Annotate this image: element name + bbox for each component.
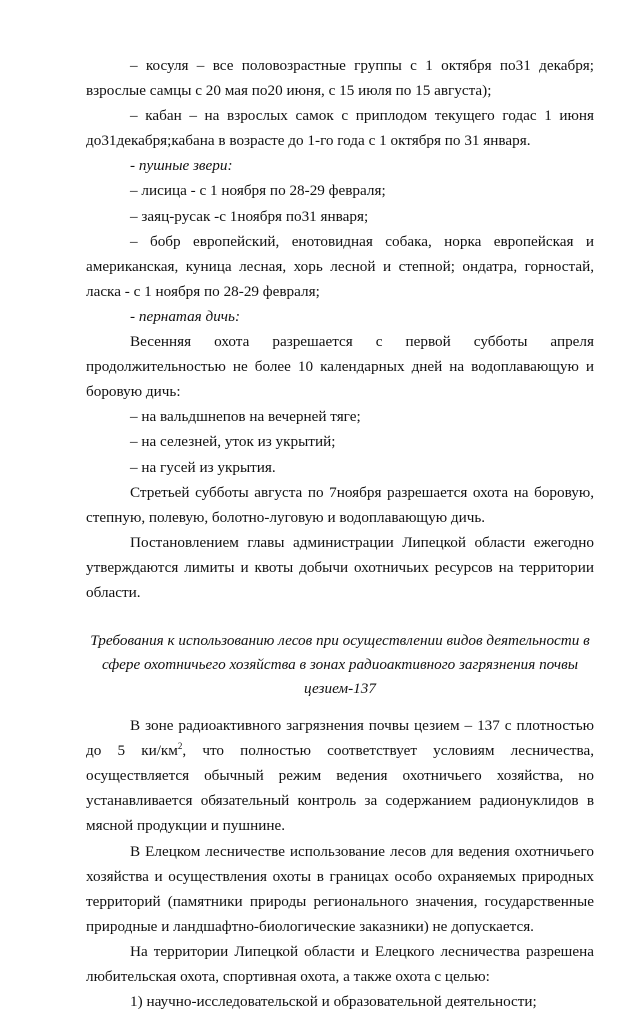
lipetsk-line-2: любительская охота, спортивная охота, а также охота с целью: <box>86 968 490 985</box>
geese-line: – на гусей из укрытия. <box>130 458 276 476</box>
radiation-line-1: В зоне радиоактивного загрязнения почвы цезием – 137 с плотностью <box>130 717 594 735</box>
fur-animals-heading: - пушные звери: <box>130 157 233 175</box>
yelets-line-4: природные и ландшафтно-биологические заказники) не допускается. <box>86 917 534 935</box>
fox-line: – лисица - с 1 ноября по 28-29 февраля; <box>130 182 386 200</box>
resolution-line-3: области. <box>86 583 141 601</box>
section-heading: Требования к использованию лесов при осуществлении видов деятельности в сфере охотничьего хозяйства в зонах радиоактивного загрязнения почвы цезием-137 <box>90 632 590 698</box>
radiation-line-3: осуществляется обычный режим ведения охотничьего хозяйства, но <box>86 767 594 785</box>
resolution-line-2: утверждаются лимиты и квоты добычи охотничьих ресурсов на территории <box>86 558 594 576</box>
boar-line-1: – кабан – на взрослых самок с приплодом текущего годас 1 июня <box>130 107 594 125</box>
august-hunt-line-1: Стретьей субботы августа по 7ноября разрешается охота на боровую, <box>130 483 594 501</box>
density-exponent: 2 <box>177 741 183 752</box>
boar-line-2: до31декабря;кабана в возрасте до 1-го года с 1 октября по 31 января. <box>86 132 531 150</box>
radiation-line-5: мясной продукции и пушнине. <box>86 817 286 835</box>
resolution-line-1: Постановлением главы администрации Липецкой области ежегодно <box>130 533 594 551</box>
yelets-line-3: территорий (памятники природы регионального значения, государственные <box>86 892 594 910</box>
spring-hunt-line-2: продолжительностью не более 10 календарных дней на водоплавающую и <box>86 358 594 376</box>
beaver-line-2: американская, куница лесная, хорь лесной и степной; ондатра, горностай, <box>86 257 594 275</box>
spring-hunt-line-1: Весенняя охота разрешается с первой субботы апреля <box>130 333 594 351</box>
radiation-line-2 <box>86 738 594 763</box>
roe-deer-line-1: – косуля – все половозрастные группы с 1 октября по31 декабря; <box>130 57 594 74</box>
beaver-line-1: – бобр европейский, енотовидная собака, норка европейская и <box>130 232 594 250</box>
radiation-line-4: устанавливается обязательный контроль за содержанием радионуклидов в <box>86 792 594 810</box>
feathered-game-heading: - пернатая дичь: <box>130 307 241 325</box>
density-value: до 5 ки/км <box>86 742 178 760</box>
section-spacer <box>86 701 594 713</box>
drakes-line: – на селезней, уток из укрытий; <box>130 433 336 451</box>
spring-hunt-line-3: боровую дичь: <box>86 383 181 401</box>
section-spacer <box>86 605 594 629</box>
beaver-line-3: ласка - с 1 ноября по 28-29 февраля; <box>86 282 320 300</box>
yelets-line-1: В Елецком лесничестве использование лесов для ведения охотничьего <box>130 842 594 860</box>
hare-line: – заяц-русак -с 1ноября по31 января; <box>130 207 369 225</box>
document-page <box>86 53 594 1014</box>
density-text: , что полностью соответствует условиям лесничества, <box>182 742 594 760</box>
yelets-line-2: хозяйства и осуществления охоты в границах особо охраняемых природных <box>86 867 594 885</box>
august-hunt-line-2: степную, полевую, болотно-луговую и водоплавающую дичь. <box>86 508 486 526</box>
lipetsk-line-1: На территории Липецкой области и Елецкого лесничества разрешена <box>130 942 594 960</box>
woodcock-line: – на вальдшнепов на вечерней тяге; <box>130 408 361 426</box>
roe-deer-line-2: взрослые самцы с 20 мая по20 июня, с 15 июля по 15 августа); <box>86 82 492 100</box>
list-item-1: 1) научно-исследовательской и образовательной деятельности; <box>130 993 537 1011</box>
